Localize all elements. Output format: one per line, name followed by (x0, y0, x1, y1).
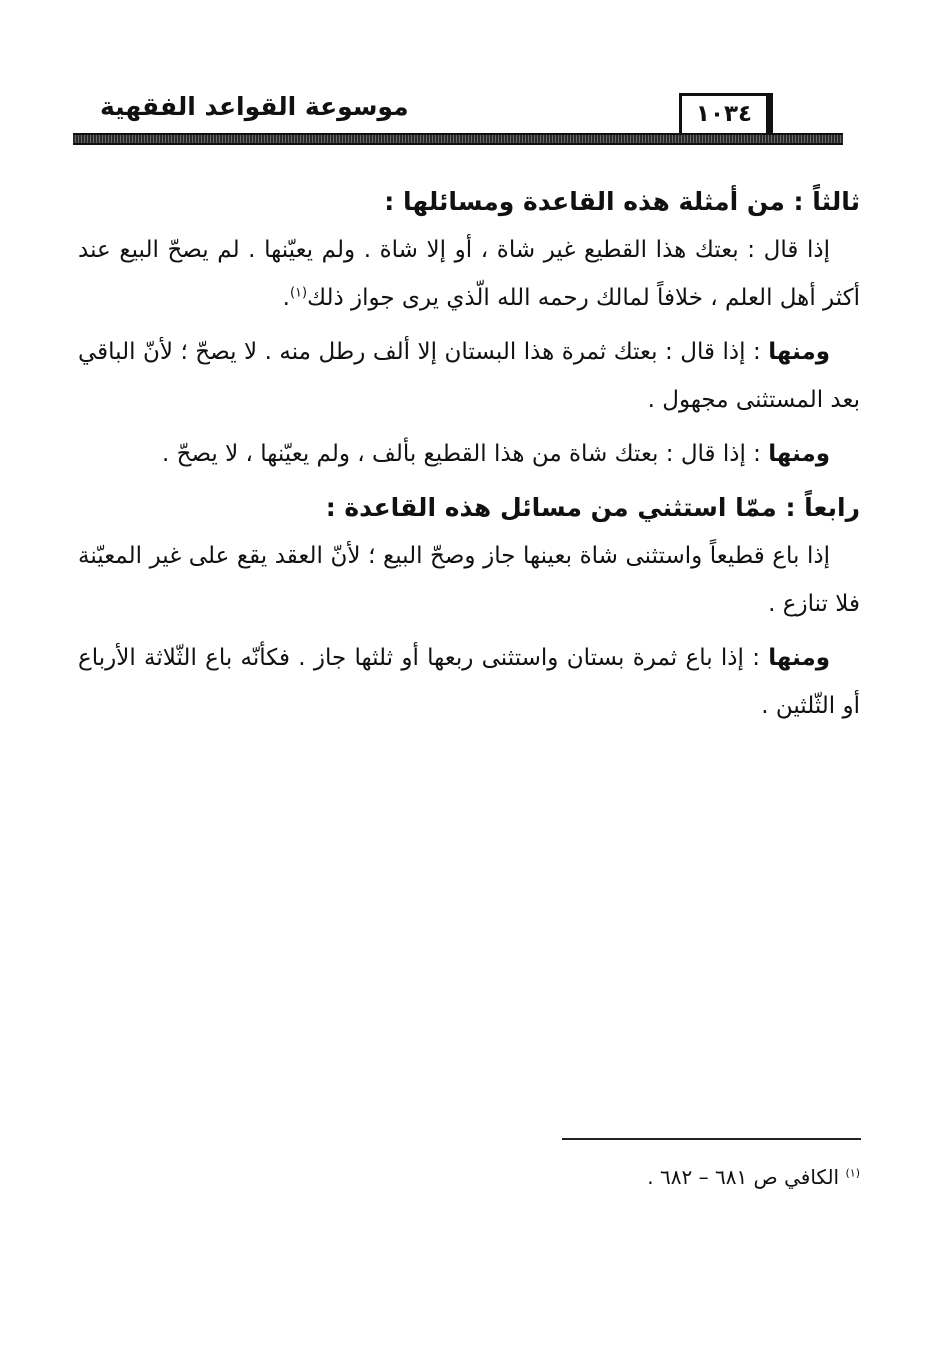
paragraph-text: : إذا قال : بعتك شاة من هذا القطيع بألف ، ولم يعيّنها ، لا يصحّ . (161, 441, 769, 467)
paragraph-text: : إذا قال : بعتك ثمرة هذا البستان إلا ألف رطل منه . لا يصحّ ؛ لأنّ الباقي بعد المستثنى مجهول . (78, 339, 860, 413)
page-number: ١٠٣٤ (679, 93, 773, 135)
footnote-text: الكافي ص ٦٨١ – ٦٨٢ . (647, 1165, 840, 1189)
main-text (78, 178, 860, 736)
footnote-separator (562, 1138, 861, 1140)
section-heading-exceptions: رابعاً : ممّا استثني من مسائل هذه القاعدة : (325, 493, 860, 522)
running-header-title: موسوعة القواعد الفقهية (100, 92, 409, 121)
paragraph-lead: ومنها (768, 645, 830, 671)
paragraph-text: إذا قال : بعتك هذا القطيع غير شاة ، أو إلا شاة . ولم يعيّنها . لم يصحّ البيع عند أكثر أهل العلم ، خلافاً لمالك رحمه الله الّذي يرى جواز ذلك (78, 237, 860, 311)
header-rule (73, 133, 843, 145)
paragraph-tail: . (282, 285, 290, 311)
paragraph-lead: ومنها (768, 441, 830, 467)
paragraph-lead: ومنها (768, 339, 830, 365)
paragraph-text: : إذا باع ثمرة بستان واستثنى ربعها أو ثلثها جاز . فكأنّه باع الثّلاثة الأرباع أو الثّلثين . (78, 645, 860, 719)
paragraph-1 (78, 226, 860, 322)
paragraph-5 (78, 634, 860, 730)
footnote (560, 1160, 860, 1194)
footnote-reference: (١) (289, 285, 308, 301)
paragraph-text: إذا باع قطيعاً واستثنى شاة بعينها جاز وصحّ البيع ؛ لأنّ العقد يقع على غير المعيّنة فلا تنازع . (78, 543, 860, 617)
paragraph-4 (78, 532, 860, 628)
paragraph-3 (78, 430, 860, 478)
section-heading-examples: ثالثاً : من أمثلة هذه القاعدة ومسائلها : (384, 187, 860, 216)
footnote-marker: (١) (845, 1166, 860, 1180)
paragraph-2 (78, 328, 860, 424)
